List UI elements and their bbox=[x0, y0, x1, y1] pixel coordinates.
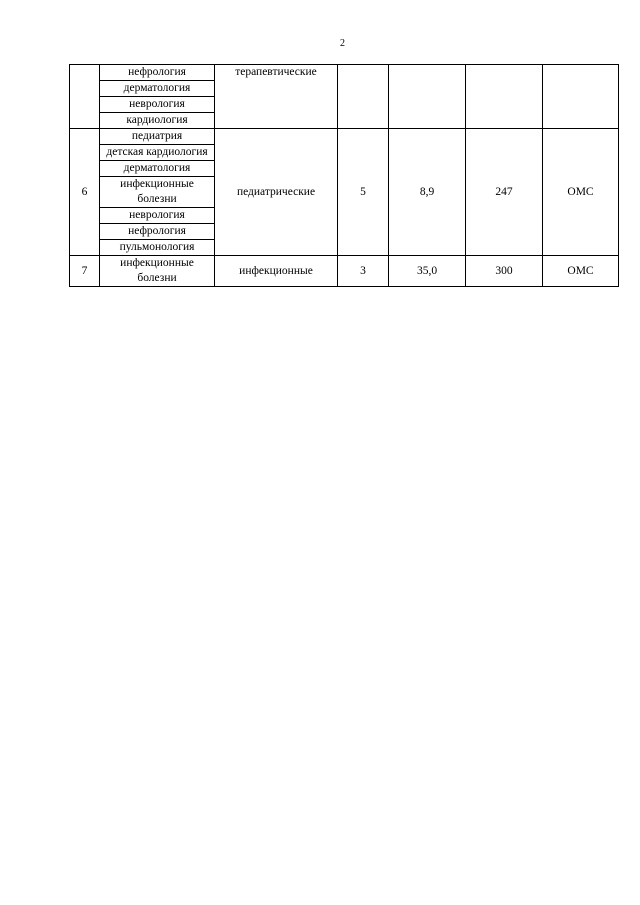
specialty-cell: нефрология bbox=[100, 65, 215, 81]
specialty-cell: кардиология bbox=[100, 113, 215, 129]
specialty-cell: педиатрия bbox=[100, 129, 215, 145]
value-cell: 8,9 bbox=[389, 129, 466, 256]
row-number-cell: 6 bbox=[70, 129, 100, 256]
row-number-cell: 7 bbox=[70, 256, 100, 287]
page-number: 2 bbox=[340, 38, 345, 49]
specialty-cell: неврология bbox=[100, 208, 215, 224]
beds-cell bbox=[338, 65, 389, 129]
source-cell bbox=[543, 65, 619, 129]
specialty-cell: инфекционные болезни bbox=[100, 256, 215, 287]
profile-cell: инфекционные bbox=[215, 256, 338, 287]
specialty-cell: нефрология bbox=[100, 224, 215, 240]
specialty-cell: дерматология bbox=[100, 81, 215, 97]
days-cell: 247 bbox=[466, 129, 543, 256]
specialty-cell: пульмонология bbox=[100, 240, 215, 256]
value-cell bbox=[389, 65, 466, 129]
profile-cell: педиатрические bbox=[215, 129, 338, 256]
hospital-beds-table bbox=[69, 64, 619, 287]
row-number-cell bbox=[70, 65, 100, 129]
value-cell: 35,0 bbox=[389, 256, 466, 287]
specialty-cell: неврология bbox=[100, 97, 215, 113]
beds-cell: 3 bbox=[338, 256, 389, 287]
table-row bbox=[70, 256, 619, 287]
specialty-cell: инфекционные болезни bbox=[100, 177, 215, 208]
days-cell bbox=[466, 65, 543, 129]
days-cell: 300 bbox=[466, 256, 543, 287]
table-row bbox=[70, 129, 619, 145]
table-row bbox=[70, 65, 619, 81]
source-cell: ОМС bbox=[543, 256, 619, 287]
source-cell: ОМС bbox=[543, 129, 619, 256]
specialty-cell: детская кардиология bbox=[100, 145, 215, 161]
beds-cell: 5 bbox=[338, 129, 389, 256]
specialty-cell: дерматология bbox=[100, 161, 215, 177]
profile-cell: терапевтические bbox=[215, 65, 338, 129]
